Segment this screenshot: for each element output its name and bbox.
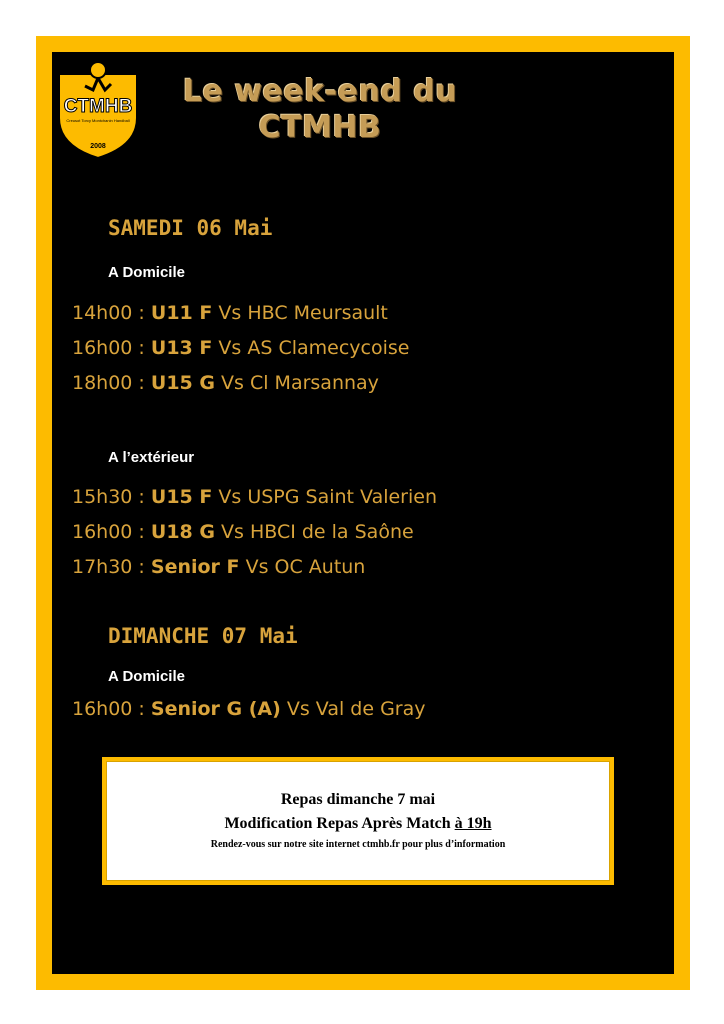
match-row [72,698,426,720]
match-team: Senior F [150,556,240,578]
match-row [72,556,365,578]
match-team: U15 G [150,372,215,394]
match-time: 15h30 : [72,486,145,508]
sunday-home-label: A Domicile [108,668,185,685]
match-opponent: Vs OC Autun [245,556,366,578]
match-team: U13 F [150,337,213,359]
match-time: 14h00 : [72,302,145,324]
match-row [72,486,437,508]
match-time: 18h00 : [72,372,145,394]
match-time: 16h00 : [72,698,145,720]
page-title [150,74,490,146]
notice-line-2-prefix: Modification Repas Après Match [224,815,451,832]
logo-year: 2008 [90,143,106,150]
match-time: 17h30 : [72,556,145,578]
saturday-away-label: A l’extérieur [108,449,195,466]
notice-line-1: Repas dimanche 7 mai [280,791,436,808]
saturday-home-label: A Domicile [108,264,185,281]
match-opponent: Vs AS Clamecycoise [218,337,410,359]
match-opponent: Vs Val de Gray [286,698,426,720]
match-team: U18 G [150,521,215,543]
match-row [72,372,379,394]
match-time: 16h00 : [72,337,145,359]
match-time: 16h00 : [72,521,145,543]
match-row [72,521,414,543]
match-opponent: Vs HBC Meursault [218,302,388,324]
saturday-heading: SAMEDI 06 Mai [108,216,273,240]
notice-line-3: Rendez-vous sur notre site internet ctmhb.fr pour plus d’information [210,839,506,850]
title-line-1: Le week-end du [182,74,458,109]
match-team: U11 F [150,302,213,324]
title-line-2: CTMHB [258,110,382,145]
notice-line-2 [106,815,610,833]
match-row [72,302,388,324]
match-team: U15 F [150,486,213,508]
match-opponent: Vs USPG Saint Valerien [218,486,437,508]
logo-subtitle: Creusot Torcy Montchanin Handball [66,118,130,123]
ctmhb-logo [55,60,141,160]
match-row [72,337,409,359]
match-opponent: Vs HBCI de la Saône [221,521,414,543]
logo-text: CTMHB [63,96,133,117]
match-team: Senior G (A) [150,698,281,720]
sunday-heading: DIMANCHE 07 Mai [108,624,298,648]
notice-time: à 19h [454,815,492,832]
match-opponent: Vs Cl Marsannay [221,372,379,394]
